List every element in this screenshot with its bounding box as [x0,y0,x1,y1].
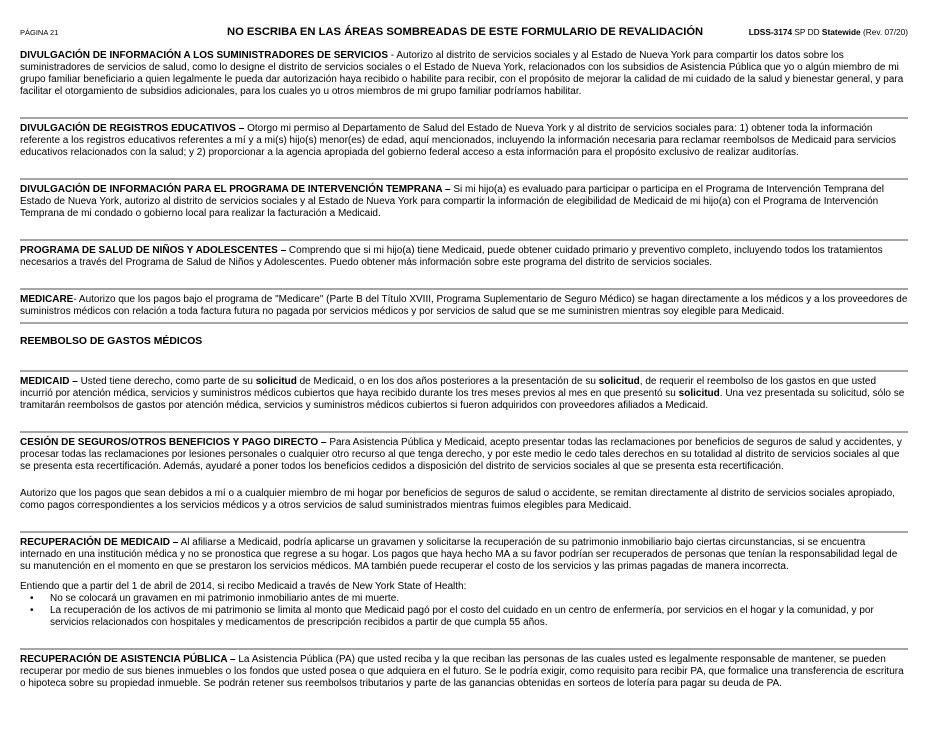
bold-run: solicitud [678,388,720,399]
section-body: Al afiliarse a Medicaid, podría aplicarse un gravamen y solicitarse la recuperación de su patrimonio inmobiliario bajo ciertas circunstancias, si se encuentra internado en una institución médica y no se pronostica que regrese a su hogar. Los pagos que haya hecho MA a su favor podrían ser recuperados de personas que tenían la responsabilidad legal de su manutención en el momento en que se prestaron los servicios médicos. MA también puede recuperar el costo de los servicios y las primas pagadas de manera incorrecta. [20,537,898,572]
section-divider [20,431,908,433]
section-medicaid-recovery [20,537,908,573]
text-run: de Medicaid, o en los dos años posteriores a la presentación de su [296,376,599,387]
form-middle: SP DD [792,27,822,37]
text-run: , de requerir el reembolso de los gastos en que usted incurrió por atención médica, servicios y suministros médicos cubiertos que haya recibido durante los tres meses previos al mes en que presentó su [20,376,877,399]
text-run: . Una vez presentada su solicitud, sólo se tramitarán reembolsos de gastos por atención médica, servicios y suministros médicos cubiertos si fueron adquiridos con proveedores afiliados a Medicaid. [20,388,905,411]
page-header [20,26,908,40]
section-divider [20,531,908,533]
section-title: RECUPERACIÓN DE MEDICAID – [20,537,179,548]
section-divider [20,322,908,324]
section-public-assistance-recovery [20,654,908,690]
bold-run: solicitud [255,376,297,387]
section-title: DIVULGACIÓN DE INFORMACIÓN PARA EL PROGRAMA DE INTERVENCIÓN TEMPRANA – [20,184,451,195]
section-title: CESIÓN DE SEGUROS/OTROS BENEFICIOS Y PAGO DIRECTO – [20,437,327,448]
list-item: • La recuperación de los activos de mi patrimonio se limita al monto que Medicaid pagó por el costo del cuidado en un centro de enfermería, por servicios en el hogar y la comunidad, y por servicios relacionados con hospitales y medicamentos de prescripción recibidos a partir de que cumpla 55 años. [50,605,908,629]
section-body: Si mi hijo(a) es evaluado para participar o participa en el Programa de Intervención Temprana del Estado de Nueva York, autorizo al distrito de servicios sociales y al Estado de Nueva York para compartir la información de elegibilidad de Medicaid de mi hijo(a) con el Programa de Intervención Temprana de mi condado o gobierno local para realizar la facturación a Medicaid. [20,184,884,219]
form-content [20,50,908,690]
section-child-teen-health [20,245,908,269]
page-title: NO ESCRIBA EN LAS ÁREAS SOMBREADAS DE ESTE FORMULARIO DE REVALIDACIÓN [227,26,704,38]
section-title: RECUPERACIÓN DE ASISTENCIA PÚBLICA – [20,654,236,665]
section-divider [20,117,908,119]
bold-run: solicitud [598,376,640,387]
section-body: - Autorizo que los pagos bajo el programa de "Medicare" (Parte B del Título XVIII, Programa Suplementario de Seguro Médico) se hagan directamente a los médicos y a los proveedores de suministros médicos con relación a toda factura futura no pagada por servicios médicos y por servicios de salud que se me suministren mientras soy elegible para Medicaid. [20,294,908,317]
section-education-records [20,123,908,159]
form-statewide: Statewide [821,27,861,37]
section-body: - Autorizo al distrito de servicios sociales y al Estado de Nueva York para compartir los datos sobre los suministradores de servicios de salud, como lo designe el distrito de servicios sociales o el Estado de Nueva York, relacionados con los subsidios de Asistencia Pública que yo o algún miembro de mi grupo familiar beneficiario a quien legalmente le pueda dar autorización haya recibido o habilite para recibir, con el propósito de mejorar la calidad de mi cuidado de la salud y bienestar general, y para facilitar el otorgamiento de subsidios adicionales, para los cuales yo u otros miembros de mi grupo familiar podríamos habilitar. [20,50,904,97]
list-item: • No se colocará un gravamen en mi patrimonio inmobiliario antes de mi muerte. [50,593,908,605]
page-number: PÁGINA 21 [20,28,59,37]
section-medicare [20,294,908,318]
section-title: DIVULGACIÓN DE REGISTROS EDUCATIVOS – [20,123,245,134]
section-insurance-payments: Autorizo que los pagos que sean debidos a mí o a cualquier miembro de mi hogar por beneficios de seguros de salud o accidente, se remitan directamente al distrito de servicios sociales apropiado, como pagos correspondientes a los servicios médicos y a otros servicios de salud suministrados mientras fuimos elegibles para Medicaid. [20,488,895,511]
section-divider [20,648,908,650]
section-divider [20,288,908,290]
section-body: La Asistencia Pública (PA) que usted reciba y la que reciban las personas de las cuales usted es legalmente responsable de mantener, se pueden recuperar por medio de sus bienes inmuebles o los fondos que usted posea o que adquiera en el futuro. Se le podría exigir, como requisito para recibir PA, que formalice una transferencia de escritura o hipoteca sobre su propiedad inmueble. Se podrán retener sus reembolsos tributarios y parte de las ganancias obtenidas en sorteos de lotería para pagar su deuda de PA. [20,654,904,689]
section-provider-info [20,50,908,98]
text-run: Usted tiene derecho, como parte de su [77,376,256,387]
form-code: LDSS-3174 [748,27,793,37]
form-identifier [749,27,908,37]
section-early-intervention [20,184,908,220]
section-title: MEDICAID – [20,376,78,387]
section-heading-medical-reimbursement: REEMBOLSO DE GASTOS MÉDICOS [20,336,203,347]
section-divider [20,178,908,180]
section-medicaid-recovery-intro: Entiendo que a partir del 1 de abril de 2014, si recibo Medicaid a través de New York State of Health: [20,581,467,592]
section-body: Otorgo mi permiso al Departamento de Salud del Estado de Nueva York y al distrito de servicios sociales para: 1) obtener toda la información referente a los registros educativos referentes a mí y a mi(s) hijo(s) menor(es) de edad, aquí mencionados, incluyendo la información necesaria para reclamar reembolsos de Medicaid para servicios educativos relacionados con la salud; y 2) proporcionar a la agencia apropiada del gobierno federal acceso a esta información para el propósito exclusivo de realizar auditorías. [20,123,896,158]
section-title: DIVULGACIÓN DE INFORMACIÓN A LOS SUMINISTRADORES DE SERVICIOS [20,50,388,61]
section-body: Para Asistencia Pública y Medicaid, acepto presentar todas las reclamaciones por beneficios de seguros de salud y accidentes, y procesar todas las reclamaciones por lesiones personales o cualquier otro recurso al que tenga derecho, y por este medio le cedo tales derechos en su totalidad al distrito de servicios sociales al que se presenta esta recertificación. Además, ayudaré a poner todos los beneficios cedidos a disposición del distrito de servicios sociales al que se presenta esta recertificación. [20,437,902,472]
section-medicaid-reimbursement [20,376,908,412]
section-divider [20,239,908,241]
section-insurance-assignment [20,437,908,473]
section-body: Comprendo que si mi hijo(a) tiene Medicaid, puede obtener cuidado primario y preventivo completo, incluyendo todos los tratamientos necesarios a través del Programa de Salud de Niños y Adolescentes. Puedo obtener más información sobre este programa del distrito de servicios sociales. [20,245,883,268]
section-divider [20,370,908,372]
section-title: PROGRAMA DE SALUD DE NIÑOS Y ADOLESCENTES – [20,245,287,256]
section-title: MEDICARE [20,294,74,305]
form-revision: (Rev. 07/20) [860,27,908,37]
recovery-bullet-list [20,593,908,629]
